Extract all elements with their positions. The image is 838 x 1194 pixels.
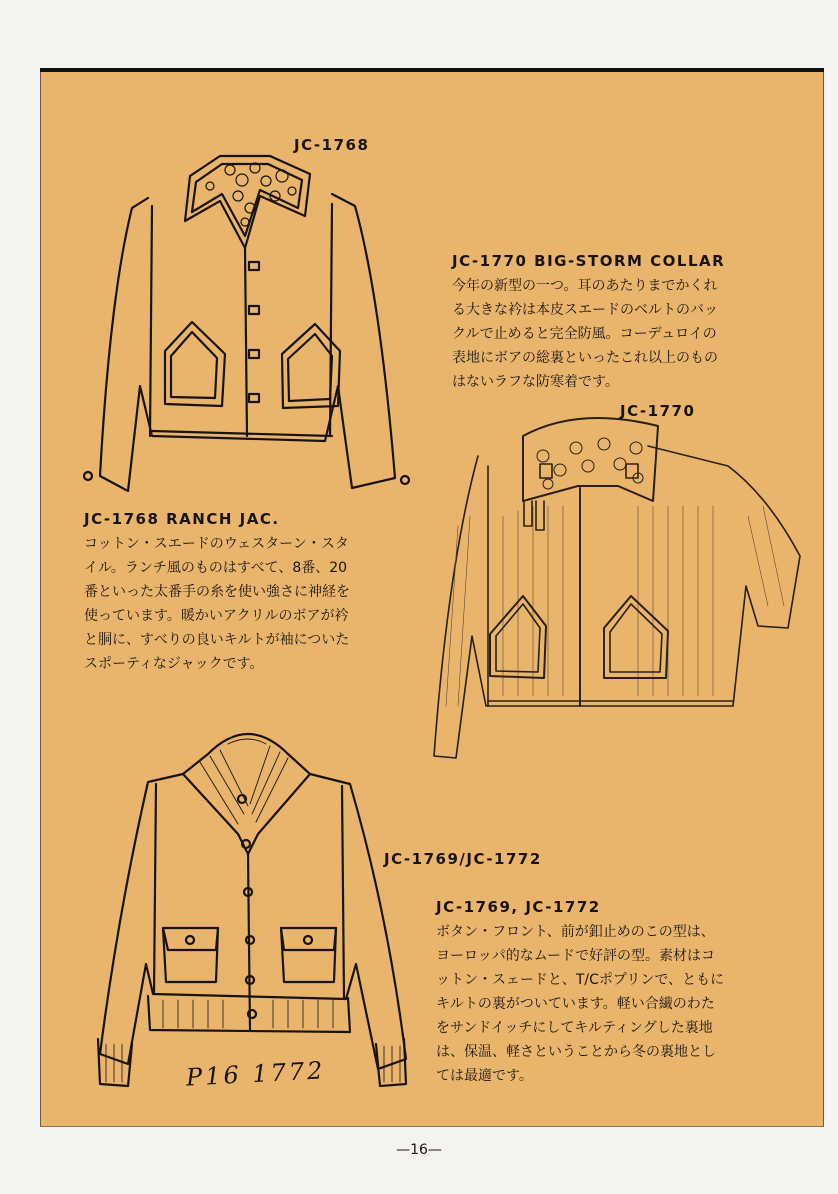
description-line: ヨーロッパ的なムードで好評の型。素材はコ [436, 948, 716, 964]
jc1770-description [452, 274, 718, 394]
jc1768-heading: JC-1768 RANCH JAC. [84, 510, 280, 528]
description-line: ットン・スェードと、T/Cポプリンで、ともに [436, 972, 725, 988]
description-line: 番といった太番手の糸を使い強さに神経を [84, 584, 350, 600]
jc1770-label: JC-1770 [620, 402, 696, 420]
description-line: 表地にボアの総裏といったこれ以上のもの [452, 350, 718, 366]
description-line: ボタン・フロント、前が釦止めのこの型は、 [436, 924, 715, 940]
description-line: スポーティなジャックです。 [84, 656, 264, 672]
button-front-jacket-sketch [88, 714, 418, 1094]
description-line: キルトの裏がついています。軽い合繊のわた [436, 996, 715, 1012]
jc1769-1772-heading: JC-1769, JC-1772 [436, 898, 601, 916]
handwritten-note: P16 1772 [185, 1056, 327, 1092]
jc1768-label: JC-1768 [294, 136, 370, 154]
description-line: と胴に、すべりの良いキルトが袖についた [84, 632, 350, 648]
description-line: 今年の新型の一つ。耳のあたりまでかくれ [452, 278, 718, 294]
description-line: イル。ランチ風のものはすべて、8番、20 [84, 560, 348, 576]
description-line: 使っています。暖かいアクリルのボアが衿 [84, 608, 349, 624]
jc1769-1772-label: JC-1769/JC-1772 [384, 850, 542, 868]
jc1768-description [84, 532, 350, 676]
description-line: をサンドイッチにしてキルティングした裏地 [436, 1020, 713, 1036]
jc1770-heading: JC-1770 BIG-STORM COLLAR [452, 252, 726, 270]
description-line: クルで止めると完全防風。コーデュロイの [452, 326, 717, 342]
description-line: はないラフな防寒着です。 [452, 374, 619, 390]
jc1769-1772-description [436, 920, 724, 1088]
description-line: は、保温、軽さということから冬の裏地とし [436, 1044, 716, 1060]
storm-collar-jacket-sketch [428, 406, 808, 766]
description-line: コットン・スエードのウェスターン・スタ [84, 536, 349, 552]
ranch-jacket-sketch [70, 136, 420, 506]
description-line: ては最適です。 [436, 1068, 533, 1084]
description-line: る大きな衿は本皮スエードのベルトのバッ [452, 302, 718, 318]
page-number: —16— [396, 1142, 442, 1158]
